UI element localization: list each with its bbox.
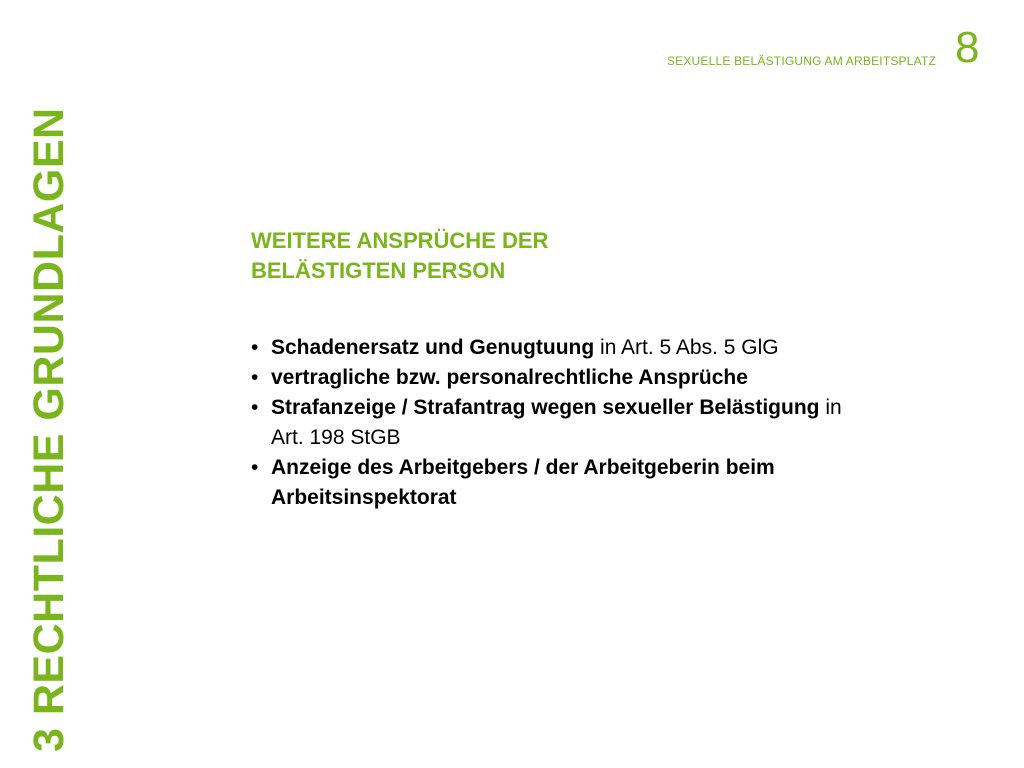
bullet-icon: • [251,366,259,389]
list-item-bold: Strafanzeige / Strafantrag wegen sexueller Belästigung [271,396,820,419]
section-heading [251,226,751,286]
list-item-bold: Schadenersatz und Genugtuung [271,336,595,359]
section-heading-line-2: BELÄSTIGTEN PERSON [251,258,506,283]
list-item-bold: vertragliche bzw. personalrechtliche Ansprüche [271,366,748,389]
list-item [251,363,861,393]
header-label: SEXUELLE BELÄSTIGUNG AM ARBEITSPLATZ [666,54,936,68]
bullet-icon: • [251,456,259,479]
section-title-vertical: 3 RECHTLICHE GRUNDLAGEN [25,107,73,752]
list-item [251,393,861,453]
bullet-icon: • [251,396,259,419]
section-heading-line-1: WEITERE ANSPRÜCHE DER [251,228,549,253]
list-item-text: in Art. 5 Abs. 5 GlG [594,336,779,359]
claims-list [251,333,861,513]
list-item-bold: Anzeige des Arbeitgebers / der Arbeitgeberin beim Arbeitsinspektorat [271,456,775,509]
list-item-text: in Art. 198 StGB [271,396,842,449]
list-item [251,333,861,363]
page-number: 8 [955,23,980,72]
bullet-icon: • [251,336,259,359]
list-item [251,453,861,513]
